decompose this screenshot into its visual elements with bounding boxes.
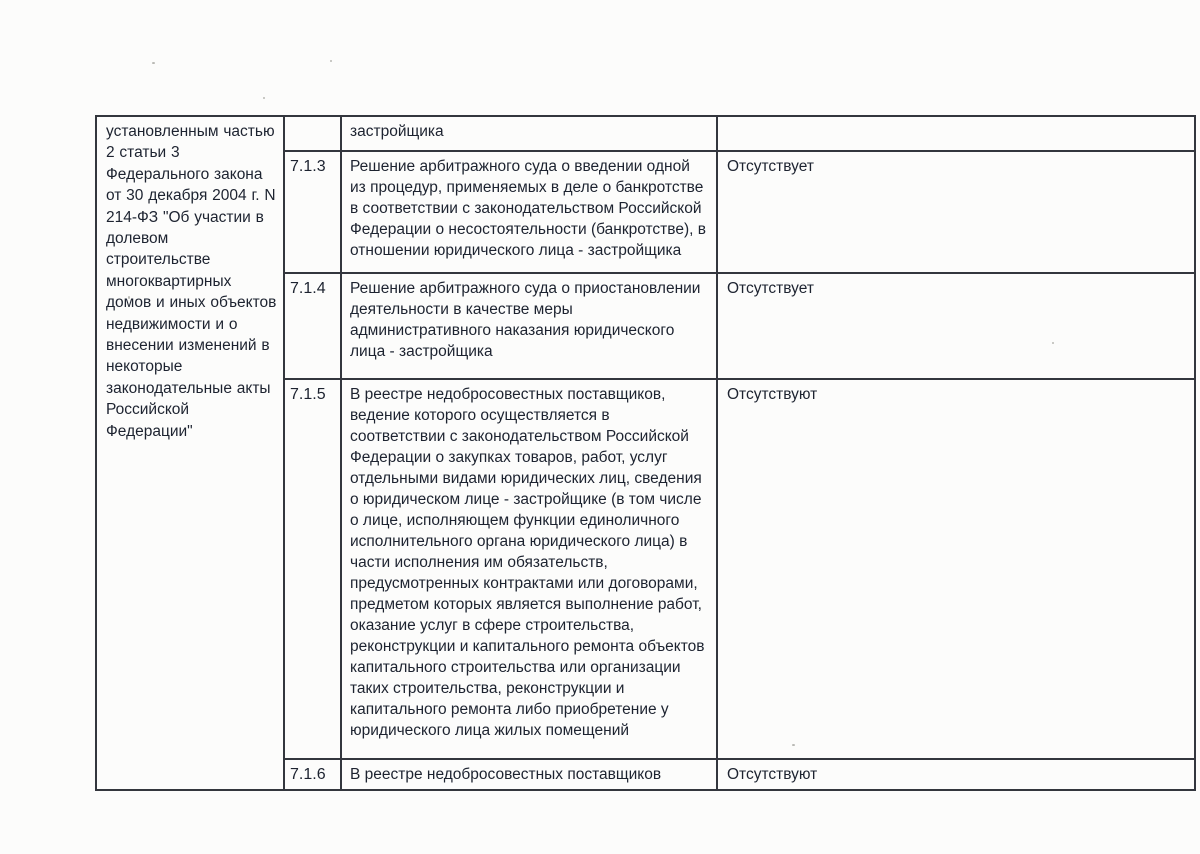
cell-description: В реестре недобросовестных поставщиков bbox=[342, 760, 718, 791]
cell-status: Отсутствуют bbox=[727, 766, 818, 783]
cell-item-number: 7.1.4 bbox=[285, 274, 342, 378]
table-row-continuation bbox=[285, 117, 1194, 152]
table-row-7-1-6 bbox=[285, 760, 1194, 791]
cell-description: В реестре недобросовестных поставщиков, ведение которого осуществляется в соответствии с законодательством Российской Федерации о закупках товаров, работ, услуг отдельными видами юридических лиц, сведения о юридическом лице - застройщике (в том числе о лице, исполняющем функции единоличного исполнительного органа юридического лица) в части исполнения им обязательств, предусмотренных контрактами или договорами, предметом которых является выполнение работ, оказание услуг в сфере строительства, реконструкции и капитального ремонта объектов капитального строительства или организации таких строительства, реконструкции и капитального ремонта либо приобретение у юридического лица жилых помещений bbox=[342, 380, 718, 758]
cell-description: Решение арбитражного суда о введении одной из процедур, применяемых в деле о банкротстве в соответствии с законодательством Российской Федерации о несостоятельности (банкротстве), в отношении юридического лица - застройщика bbox=[342, 152, 718, 272]
requirements-table bbox=[95, 115, 1196, 791]
law-reference-text: установленным частью 2 статьи 3 Федерального закона от 30 декабря 2004 г. N 214-ФЗ "Об участии в долевом строительстве многоквартирных домов и иных объектов недвижимости и о внесении изменений в некоторые законодательные акты Российской Федерации" bbox=[106, 123, 277, 440]
cell-item-number: 7.1.5 bbox=[285, 380, 342, 758]
cell-status: Отсутствует bbox=[727, 158, 814, 175]
table-row-7-1-4 bbox=[285, 274, 1194, 380]
scan-speck bbox=[263, 97, 265, 99]
cell-item-number: 7.1.3 bbox=[285, 152, 342, 272]
cell-status bbox=[718, 117, 1194, 150]
cell-item-number: 7.1.6 bbox=[285, 760, 342, 791]
table-row-7-1-3 bbox=[285, 152, 1194, 274]
cell-status: Отсутствует bbox=[727, 280, 814, 297]
scan-speck bbox=[330, 60, 332, 62]
table-row-7-1-5 bbox=[285, 380, 1194, 760]
scan-speck bbox=[152, 62, 155, 64]
cell-description: Решение арбитражного суда о приостановлении деятельности в качестве меры административного наказания юридического лица - застройщика bbox=[342, 274, 718, 378]
cell-law-reference bbox=[97, 117, 285, 789]
cell-description: застройщика bbox=[342, 117, 718, 150]
cell-item-number bbox=[285, 117, 342, 150]
cell-status: Отсутствуют bbox=[727, 386, 818, 403]
